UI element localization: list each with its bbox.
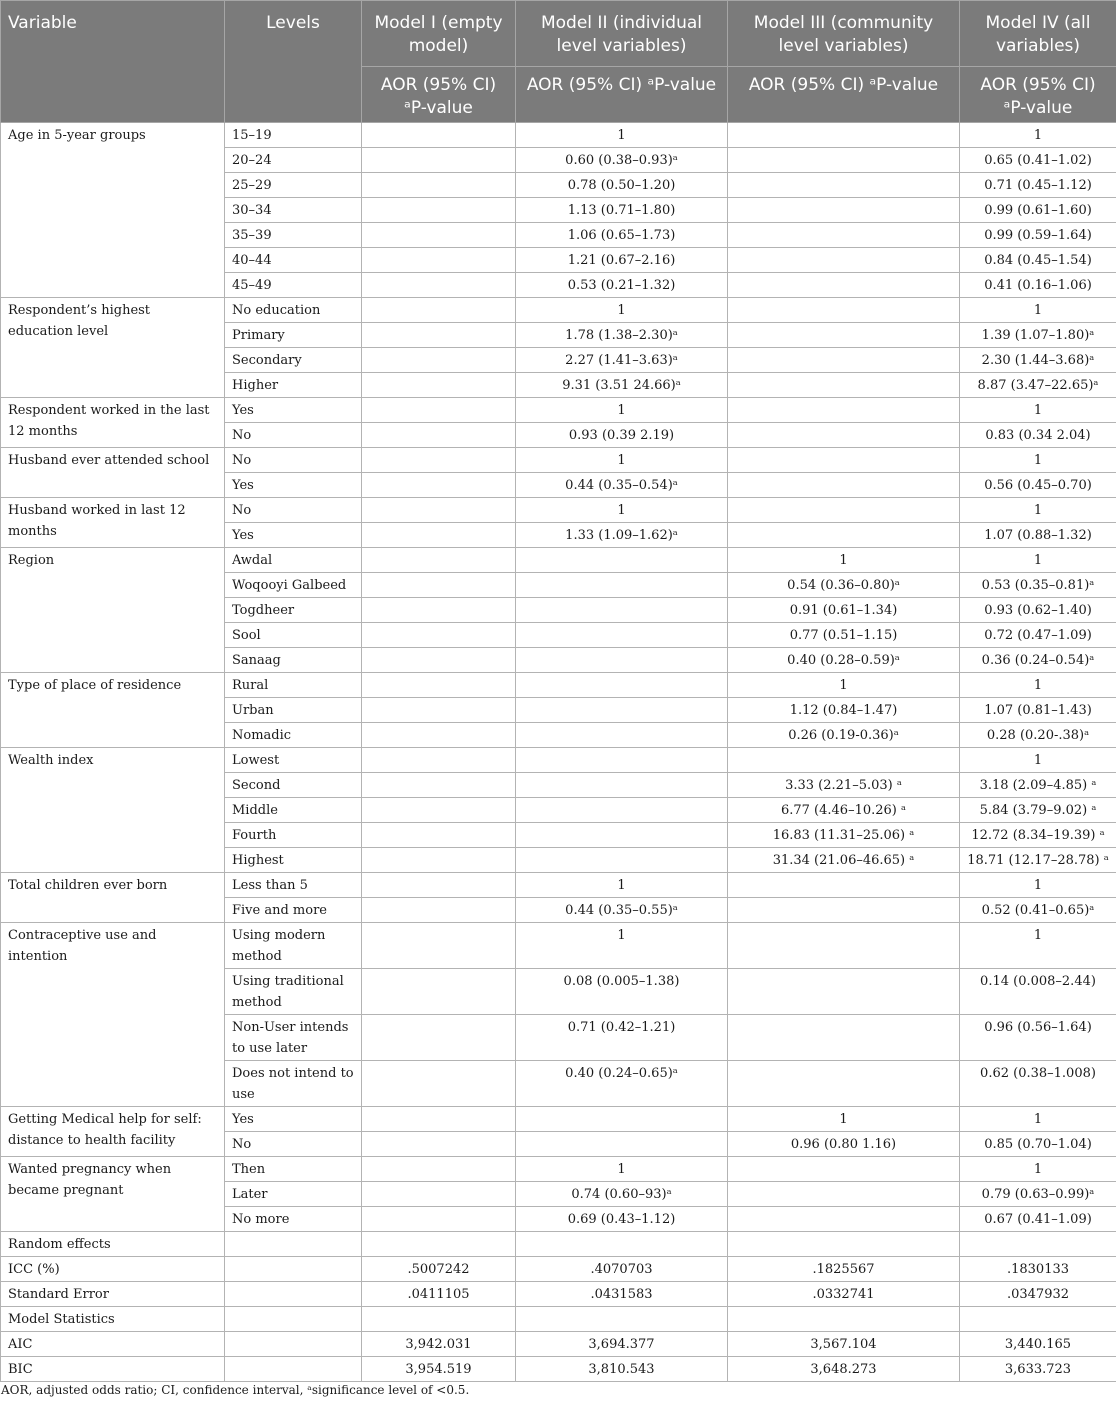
model-m3-cell: 0.77 (0.51–1.15) [728,623,960,648]
stat-m3-cell [728,1307,960,1332]
table-row [1,398,1116,423]
model-m1-cell [362,373,516,398]
model-m1-cell [362,848,516,873]
model-m2-cell: 9.31 (3.51 24.66)ᵃ [516,373,728,398]
level-cell: 45–49 [225,273,362,298]
table-row [1,873,1116,898]
model-m2-cell: 0.53 (0.21–1.32) [516,273,728,298]
model-m4-cell: 1.39 (1.07–1.80)ᵃ [960,323,1116,348]
table-row [1,298,1116,323]
model-m1-cell [362,448,516,473]
model-m4-cell: 1 [960,748,1116,773]
stat-m2-cell: .0431583 [516,1282,728,1307]
level-cell: 15–19 [225,123,362,148]
model-m1-cell [362,548,516,573]
model-m4-cell: 0.36 (0.24–0.54)ᵃ [960,648,1116,673]
model-m1-cell [362,348,516,373]
model-m3-cell: 0.96 (0.80 1.16) [728,1132,960,1157]
stat-m3-cell: .1825567 [728,1257,960,1282]
model-m2-cell: 0.74 (0.60–93)ᵃ [516,1182,728,1207]
model-m1-cell [362,473,516,498]
model-m4-cell: 3.18 (2.09–4.85) ᵃ [960,773,1116,798]
model-m2-cell: 0.60 (0.38–0.93)ᵃ [516,148,728,173]
model-m4-cell: 0.72 (0.47–1.09) [960,623,1116,648]
model-m2-cell: 1.13 (0.71–1.80) [516,198,728,223]
model-m2-cell [516,698,728,723]
model-m1-cell [362,198,516,223]
stat-m4-cell: 3,633.723 [960,1357,1116,1382]
model-m2-cell [516,648,728,673]
stat-m4-cell [960,1307,1116,1332]
model-m3-cell [728,498,960,523]
table-row [1,748,1116,773]
model-m3-cell [728,323,960,348]
model-m4-cell: 0.96 (0.56–1.64) [960,1015,1116,1061]
level-cell: 25–29 [225,173,362,198]
level-cell: Fourth [225,823,362,848]
level-cell: Rural [225,673,362,698]
table-row [1,1107,1116,1132]
model-m2-cell: 1.33 (1.09–1.62)ᵃ [516,523,728,548]
model-m2-cell: 1 [516,298,728,323]
stat-row [1,1357,1116,1382]
stat-m1-cell: 3,942.031 [362,1332,516,1357]
stat-empty-level-cell [225,1307,362,1332]
level-cell: Nomadic [225,723,362,748]
model-m3-cell [728,1182,960,1207]
model-m3-cell: 3.33 (2.21–5.03) ᵃ [728,773,960,798]
model-m1-cell [362,648,516,673]
stat-m2-cell [516,1307,728,1332]
model-m4-cell: 0.67 (0.41–1.09) [960,1207,1116,1232]
model-m4-cell: 0.84 (0.45–1.54) [960,248,1116,273]
model-m2-cell: 1 [516,873,728,898]
model-m4-cell: 1 [960,873,1116,898]
model-m3-cell [728,298,960,323]
model-m1-cell [362,698,516,723]
variable-cell: Getting Medical help for self: distance to health facility [1,1107,225,1157]
stat-empty-level-cell [225,1282,362,1307]
model-m2-cell: 0.44 (0.35–0.54)ᵃ [516,473,728,498]
model-m4-cell: 1 [960,123,1116,148]
model-m4-cell: 0.56 (0.45–0.70) [960,473,1116,498]
model-m2-cell [516,748,728,773]
model-m2-cell: 1.78 (1.38–2.30)ᵃ [516,323,728,348]
model-m4-cell: 0.53 (0.35–0.81)ᵃ [960,573,1116,598]
model-m1-cell [362,298,516,323]
stat-m4-cell: .0347932 [960,1282,1116,1307]
table-header [1,1,1116,123]
model-m1-cell [362,1207,516,1232]
model-m3-cell [728,198,960,223]
model-m2-cell [516,548,728,573]
model-m4-cell: 0.14 (0.008–2.44) [960,969,1116,1015]
model-m2-cell [516,673,728,698]
model-m1-cell [362,798,516,823]
model-m3-cell [728,448,960,473]
header-sub-model1: AOR (95% CI) ᵃP-value [362,67,516,123]
model-m1-cell [362,1182,516,1207]
model-m4-cell: 0.85 (0.70–1.04) [960,1132,1116,1157]
stat-empty-level-cell [225,1332,362,1357]
model-m2-cell: 1.21 (0.67–2.16) [516,248,728,273]
level-cell: Second [225,773,362,798]
model-m1-cell [362,323,516,348]
model-m3-cell [728,423,960,448]
model-m3-cell [728,1061,960,1107]
stat-m2-cell: 3,810.543 [516,1357,728,1382]
model-m1-cell [362,1061,516,1107]
model-m1-cell [362,969,516,1015]
model-m2-cell [516,773,728,798]
level-cell: Primary [225,323,362,348]
model-m2-cell: 1 [516,498,728,523]
model-m1-cell [362,673,516,698]
variable-cell: Total children ever born [1,873,225,923]
model-m1-cell [362,523,516,548]
model-m3-cell [728,1015,960,1061]
model-m3-cell [728,473,960,498]
table-row [1,923,1116,969]
model-m1-cell [362,1107,516,1132]
level-cell: Five and more [225,898,362,923]
variable-cell: Wanted pregnancy when became pregnant [1,1157,225,1232]
model-m2-cell: 0.08 (0.005–1.38) [516,969,728,1015]
stat-label-cell: Model Statistics [1,1307,225,1332]
model-m3-cell [728,348,960,373]
model-m2-cell: 1 [516,923,728,969]
model-m4-cell: 1 [960,398,1116,423]
model-m1-cell [362,873,516,898]
stat-m3-cell: 3,567.104 [728,1332,960,1357]
model-m3-cell: 6.77 (4.46–10.26) ᵃ [728,798,960,823]
stat-row [1,1232,1116,1257]
level-cell: Woqooyi Galbeed [225,573,362,598]
stat-m3-cell: .0332741 [728,1282,960,1307]
table-row [1,448,1116,473]
model-m3-cell: 1 [728,673,960,698]
model-m2-cell: 0.71 (0.42–1.21) [516,1015,728,1061]
stat-label-cell: ICC (%) [1,1257,225,1282]
model-m3-cell: 31.34 (21.06–46.65) ᵃ [728,848,960,873]
variable-cell: Husband worked in last 12 months [1,498,225,548]
level-cell: Non-User intends to use later [225,1015,362,1061]
stat-m4-cell [960,1232,1116,1257]
model-m4-cell: 8.87 (3.47–22.65)ᵃ [960,373,1116,398]
model-m3-cell [728,148,960,173]
model-m2-cell: 1.06 (0.65–1.73) [516,223,728,248]
model-m4-cell: 0.99 (0.59–1.64) [960,223,1116,248]
model-m1-cell [362,1157,516,1182]
model-m4-cell: 1 [960,673,1116,698]
level-cell: No [225,448,362,473]
model-m4-cell: 5.84 (3.79–9.02) ᵃ [960,798,1116,823]
level-cell: Then [225,1157,362,1182]
model-m2-cell [516,1132,728,1157]
model-m3-cell: 16.83 (11.31–25.06) ᵃ [728,823,960,848]
model-m4-cell: 1.07 (0.81–1.43) [960,698,1116,723]
variable-cell: Husband ever attended school [1,448,225,498]
variable-cell: Region [1,548,225,673]
model-m3-cell: 1 [728,548,960,573]
stat-row [1,1282,1116,1307]
level-cell: 40–44 [225,248,362,273]
header-row-models [1,1,1116,67]
model-m1-cell [362,573,516,598]
level-cell: Togdheer [225,598,362,623]
level-cell: Highest [225,848,362,873]
model-m2-cell: 1 [516,1157,728,1182]
model-m4-cell: 18.71 (12.17–28.78) ᵃ [960,848,1116,873]
model-m1-cell [362,123,516,148]
level-cell: 20–24 [225,148,362,173]
stat-m4-cell: .1830133 [960,1257,1116,1282]
model-m2-cell [516,723,728,748]
model-m4-cell: 0.83 (0.34 2.04) [960,423,1116,448]
stat-m1-cell: .5007242 [362,1257,516,1282]
model-m3-cell [728,248,960,273]
model-m2-cell: 0.69 (0.43–1.12) [516,1207,728,1232]
model-m4-cell: 0.79 (0.63–0.99)ᵃ [960,1182,1116,1207]
table-row [1,548,1116,573]
model-m4-cell: 1 [960,548,1116,573]
model-m2-cell [516,598,728,623]
model-m2-cell [516,573,728,598]
level-cell: Using traditional method [225,969,362,1015]
header-model4: Model IV (all variables) [960,1,1116,67]
level-cell: Yes [225,398,362,423]
stat-empty-level-cell [225,1232,362,1257]
model-m3-cell: 1 [728,1107,960,1132]
model-m2-cell [516,798,728,823]
stat-label-cell: BIC [1,1357,225,1382]
model-m3-cell [728,373,960,398]
level-cell: No [225,423,362,448]
model-m1-cell [362,898,516,923]
model-m4-cell: 0.71 (0.45–1.12) [960,173,1116,198]
stat-empty-level-cell [225,1357,362,1382]
model-m4-cell: 1 [960,498,1116,523]
model-m2-cell: 1 [516,448,728,473]
level-cell: Yes [225,473,362,498]
header-model1: Model I (empty model) [362,1,516,67]
level-cell: Sool [225,623,362,648]
header-model2: Model II (individual level variables) [516,1,728,67]
header-sub-model3: AOR (95% CI) ᵃP-value [728,67,960,123]
model-m4-cell: 0.41 (0.16–1.06) [960,273,1116,298]
model-m1-cell [362,773,516,798]
variable-cell: Contraceptive use and intention [1,923,225,1107]
variable-cell: Respondent worked in the last 12 months [1,398,225,448]
stat-m1-cell [362,1307,516,1332]
model-m4-cell: 0.65 (0.41–1.02) [960,148,1116,173]
stat-m2-cell: 3,694.377 [516,1332,728,1357]
level-cell: Sanaag [225,648,362,673]
model-m3-cell [728,123,960,148]
model-m4-cell: 0.99 (0.61–1.60) [960,198,1116,223]
model-m3-cell: 0.26 (0.19-0.36)ᵃ [728,723,960,748]
model-m3-cell: 1.12 (0.84–1.47) [728,698,960,723]
stat-m3-cell: 3,648.273 [728,1357,960,1382]
model-m1-cell [362,248,516,273]
model-m2-cell [516,823,728,848]
model-m4-cell: 2.30 (1.44–3.68)ᵃ [960,348,1116,373]
model-m1-cell [362,723,516,748]
level-cell: Less than 5 [225,873,362,898]
model-m3-cell [728,873,960,898]
model-m1-cell [362,1015,516,1061]
model-m4-cell: 1 [960,298,1116,323]
level-cell: 35–39 [225,223,362,248]
stat-m4-cell: 3,440.165 [960,1332,1116,1357]
stat-label-cell: Standard Error [1,1282,225,1307]
level-cell: No [225,498,362,523]
model-m3-cell [728,748,960,773]
level-cell: Later [225,1182,362,1207]
stat-m3-cell [728,1232,960,1257]
stat-m2-cell: .4070703 [516,1257,728,1282]
model-m4-cell: 1.07 (0.88–1.32) [960,523,1116,548]
table-footnote: AOR, adjusted odds ratio; CI, confidence interval, ᵃsignificance level of <0.5. [1,1383,470,1397]
header-variable: Variable [1,1,225,123]
stat-row [1,1307,1116,1332]
level-cell: Secondary [225,348,362,373]
model-m4-cell: 12.72 (8.34–19.39) ᵃ [960,823,1116,848]
model-m3-cell [728,223,960,248]
model-m2-cell: 0.93 (0.39 2.19) [516,423,728,448]
model-m2-cell [516,848,728,873]
model-m2-cell: 0.44 (0.35–0.55)ᵃ [516,898,728,923]
model-m3-cell [728,273,960,298]
model-m2-cell: 0.78 (0.50–1.20) [516,173,728,198]
model-m1-cell [362,423,516,448]
model-m1-cell [362,1132,516,1157]
level-cell: No more [225,1207,362,1232]
model-m3-cell [728,1207,960,1232]
table-row [1,1157,1116,1182]
header-model3: Model III (community level variables) [728,1,960,67]
stat-label-cell: Random effects [1,1232,225,1257]
model-m3-cell [728,173,960,198]
model-m4-cell: 1 [960,1107,1116,1132]
stat-row [1,1257,1116,1282]
level-cell: Yes [225,523,362,548]
model-m3-cell: 0.40 (0.28–0.59)ᵃ [728,648,960,673]
model-m3-cell [728,523,960,548]
stat-empty-level-cell [225,1257,362,1282]
model-m1-cell [362,148,516,173]
model-m2-cell: 1 [516,123,728,148]
model-m1-cell [362,223,516,248]
stat-m1-cell [362,1232,516,1257]
model-m4-cell: 0.62 (0.38–1.008) [960,1061,1116,1107]
stat-m2-cell [516,1232,728,1257]
variable-cell: Age in 5-year groups [1,123,225,298]
model-m3-cell [728,1157,960,1182]
variable-cell: Respondent’s highest education level [1,298,225,398]
header-sub-model4: AOR (95% CI) ᵃP-value [960,67,1116,123]
model-m1-cell [362,748,516,773]
stat-row [1,1332,1116,1357]
table-row [1,673,1116,698]
model-m2-cell [516,1107,728,1132]
variable-cell: Type of place of residence [1,673,225,748]
level-cell: 30–34 [225,198,362,223]
table-row [1,123,1116,148]
level-cell: Urban [225,698,362,723]
model-m2-cell: 0.40 (0.24–0.65)ᵃ [516,1061,728,1107]
stat-label-cell: AIC [1,1332,225,1357]
stat-m1-cell: 3,954.519 [362,1357,516,1382]
model-m3-cell: 0.54 (0.36–0.80)ᵃ [728,573,960,598]
level-cell: Does not intend to use [225,1061,362,1107]
level-cell: Middle [225,798,362,823]
level-cell: Lowest [225,748,362,773]
model-m3-cell [728,923,960,969]
model-m1-cell [362,398,516,423]
model-m3-cell [728,969,960,1015]
model-m1-cell [362,598,516,623]
variable-cell: Wealth index [1,748,225,873]
header-levels: Levels [225,1,362,123]
model-m4-cell: 1 [960,1157,1116,1182]
model-m3-cell: 0.91 (0.61–1.34) [728,598,960,623]
header-sub-model2: AOR (95% CI) ᵃP-value [516,67,728,123]
model-m4-cell: 1 [960,923,1116,969]
model-m1-cell [362,823,516,848]
model-m2-cell [516,623,728,648]
model-m3-cell [728,898,960,923]
model-m1-cell [362,498,516,523]
model-m2-cell: 1 [516,398,728,423]
model-m1-cell [362,173,516,198]
level-cell: No [225,1132,362,1157]
model-m4-cell: 1 [960,448,1116,473]
table-row [1,498,1116,523]
model-m1-cell [362,623,516,648]
table-body [1,123,1116,1382]
model-m4-cell: 0.28 (0.20-.38)ᵃ [960,723,1116,748]
stat-m1-cell: .0411105 [362,1282,516,1307]
model-m3-cell [728,398,960,423]
level-cell: Using modern method [225,923,362,969]
level-cell: Higher [225,373,362,398]
level-cell: No education [225,298,362,323]
model-m1-cell [362,273,516,298]
level-cell: Yes [225,1107,362,1132]
level-cell: Awdal [225,548,362,573]
model-m2-cell: 2.27 (1.41–3.63)ᵃ [516,348,728,373]
model-m4-cell: 0.52 (0.41–0.65)ᵃ [960,898,1116,923]
model-m1-cell [362,923,516,969]
model-m4-cell: 0.93 (0.62–1.40) [960,598,1116,623]
